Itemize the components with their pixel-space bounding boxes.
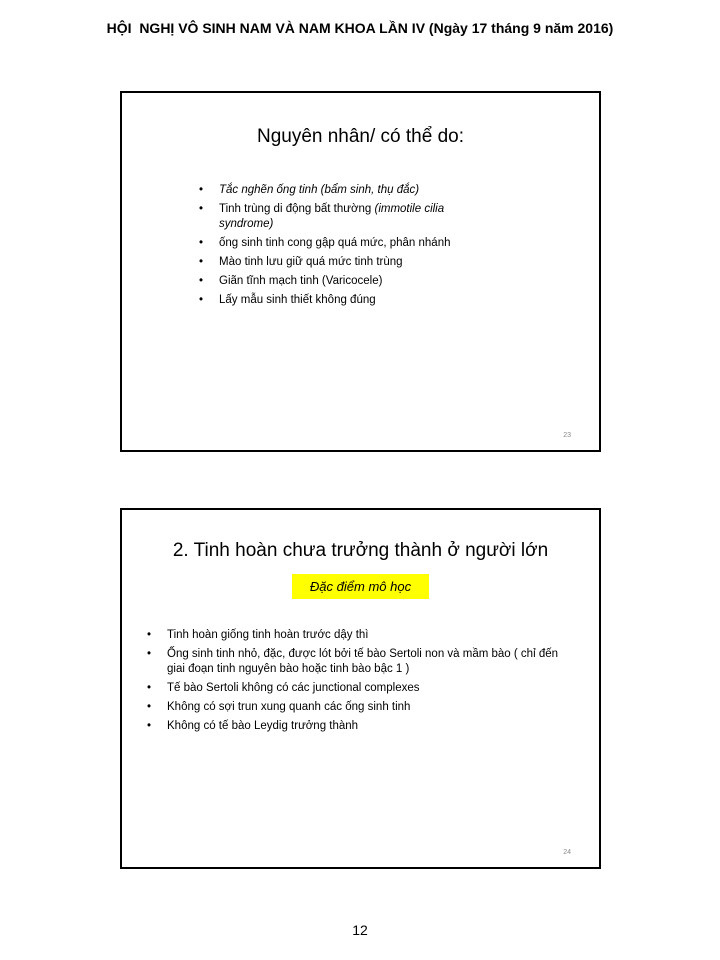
slide-title: Nguyên nhân/ có thể do: xyxy=(256,126,465,147)
list-item: • ống sinh tinh cong gập quá mức, phân nhánh xyxy=(199,237,451,249)
bullet-icon: • xyxy=(147,701,152,713)
list-item: • Tinh trùng di động bất thường (immotile cilia syndrome) xyxy=(199,203,445,230)
slide-23 xyxy=(120,91,601,452)
bullet-icon: • xyxy=(147,720,152,732)
slide-number: 23 xyxy=(563,432,571,439)
bullet-icon: • xyxy=(199,203,204,215)
list-item: • Lấy mẫu sinh thiết không đúng xyxy=(199,294,376,306)
list-item: • Giãn tĩnh mạch tinh (Varicocele) xyxy=(199,275,383,287)
page-number: 12 xyxy=(352,922,368,938)
list-item: • Tinh hoàn giống tinh hoàn trước dậy thì xyxy=(147,629,369,641)
list-item: • Ống sinh tinh nhỏ, đặc, được lót bởi tế bào Sertoli non và mầm bào ( chỉ đến giai đoạn tinh nguyên bào hoặc tinh bào bậc 1 ) xyxy=(147,648,558,675)
bullet-icon: • xyxy=(199,256,204,268)
bullet-list xyxy=(147,628,567,738)
bullet-icon: • xyxy=(147,682,152,694)
slide-24 xyxy=(120,508,601,869)
bullet-icon: • xyxy=(199,237,204,249)
slide-number: 24 xyxy=(563,849,571,856)
bullet-icon: • xyxy=(147,648,152,660)
slide-title: 2. Tinh hoàn chưa trưởng thành ở người lớn xyxy=(172,540,549,561)
list-item: • Tế bào Sertoli không có các junctional complexes xyxy=(147,682,420,694)
list-item: • Tắc nghẽn ống tinh (bẩm sinh, thụ đắc) xyxy=(199,184,420,196)
bullet-icon: • xyxy=(199,184,204,196)
list-item: • Không có tế bào Leydig trưởng thành xyxy=(147,720,359,732)
list-item: • Mào tinh lưu giữ quá mức tinh trùng xyxy=(199,256,403,268)
bullet-icon: • xyxy=(199,294,204,306)
bullet-icon: • xyxy=(199,275,204,287)
document-header: HỘI NGHỊ VÔ SINH NAM VÀ NAM KHOA LẦN IV (Ngày 17 tháng 9 năm 2016) xyxy=(106,20,614,36)
list-item: • Không có sợi trun xung quanh các ống sinh tinh xyxy=(147,701,411,713)
highlighted-subtitle: Đặc điểm mô học xyxy=(292,574,429,599)
bullet-list xyxy=(199,183,479,312)
bullet-icon: • xyxy=(147,629,152,641)
